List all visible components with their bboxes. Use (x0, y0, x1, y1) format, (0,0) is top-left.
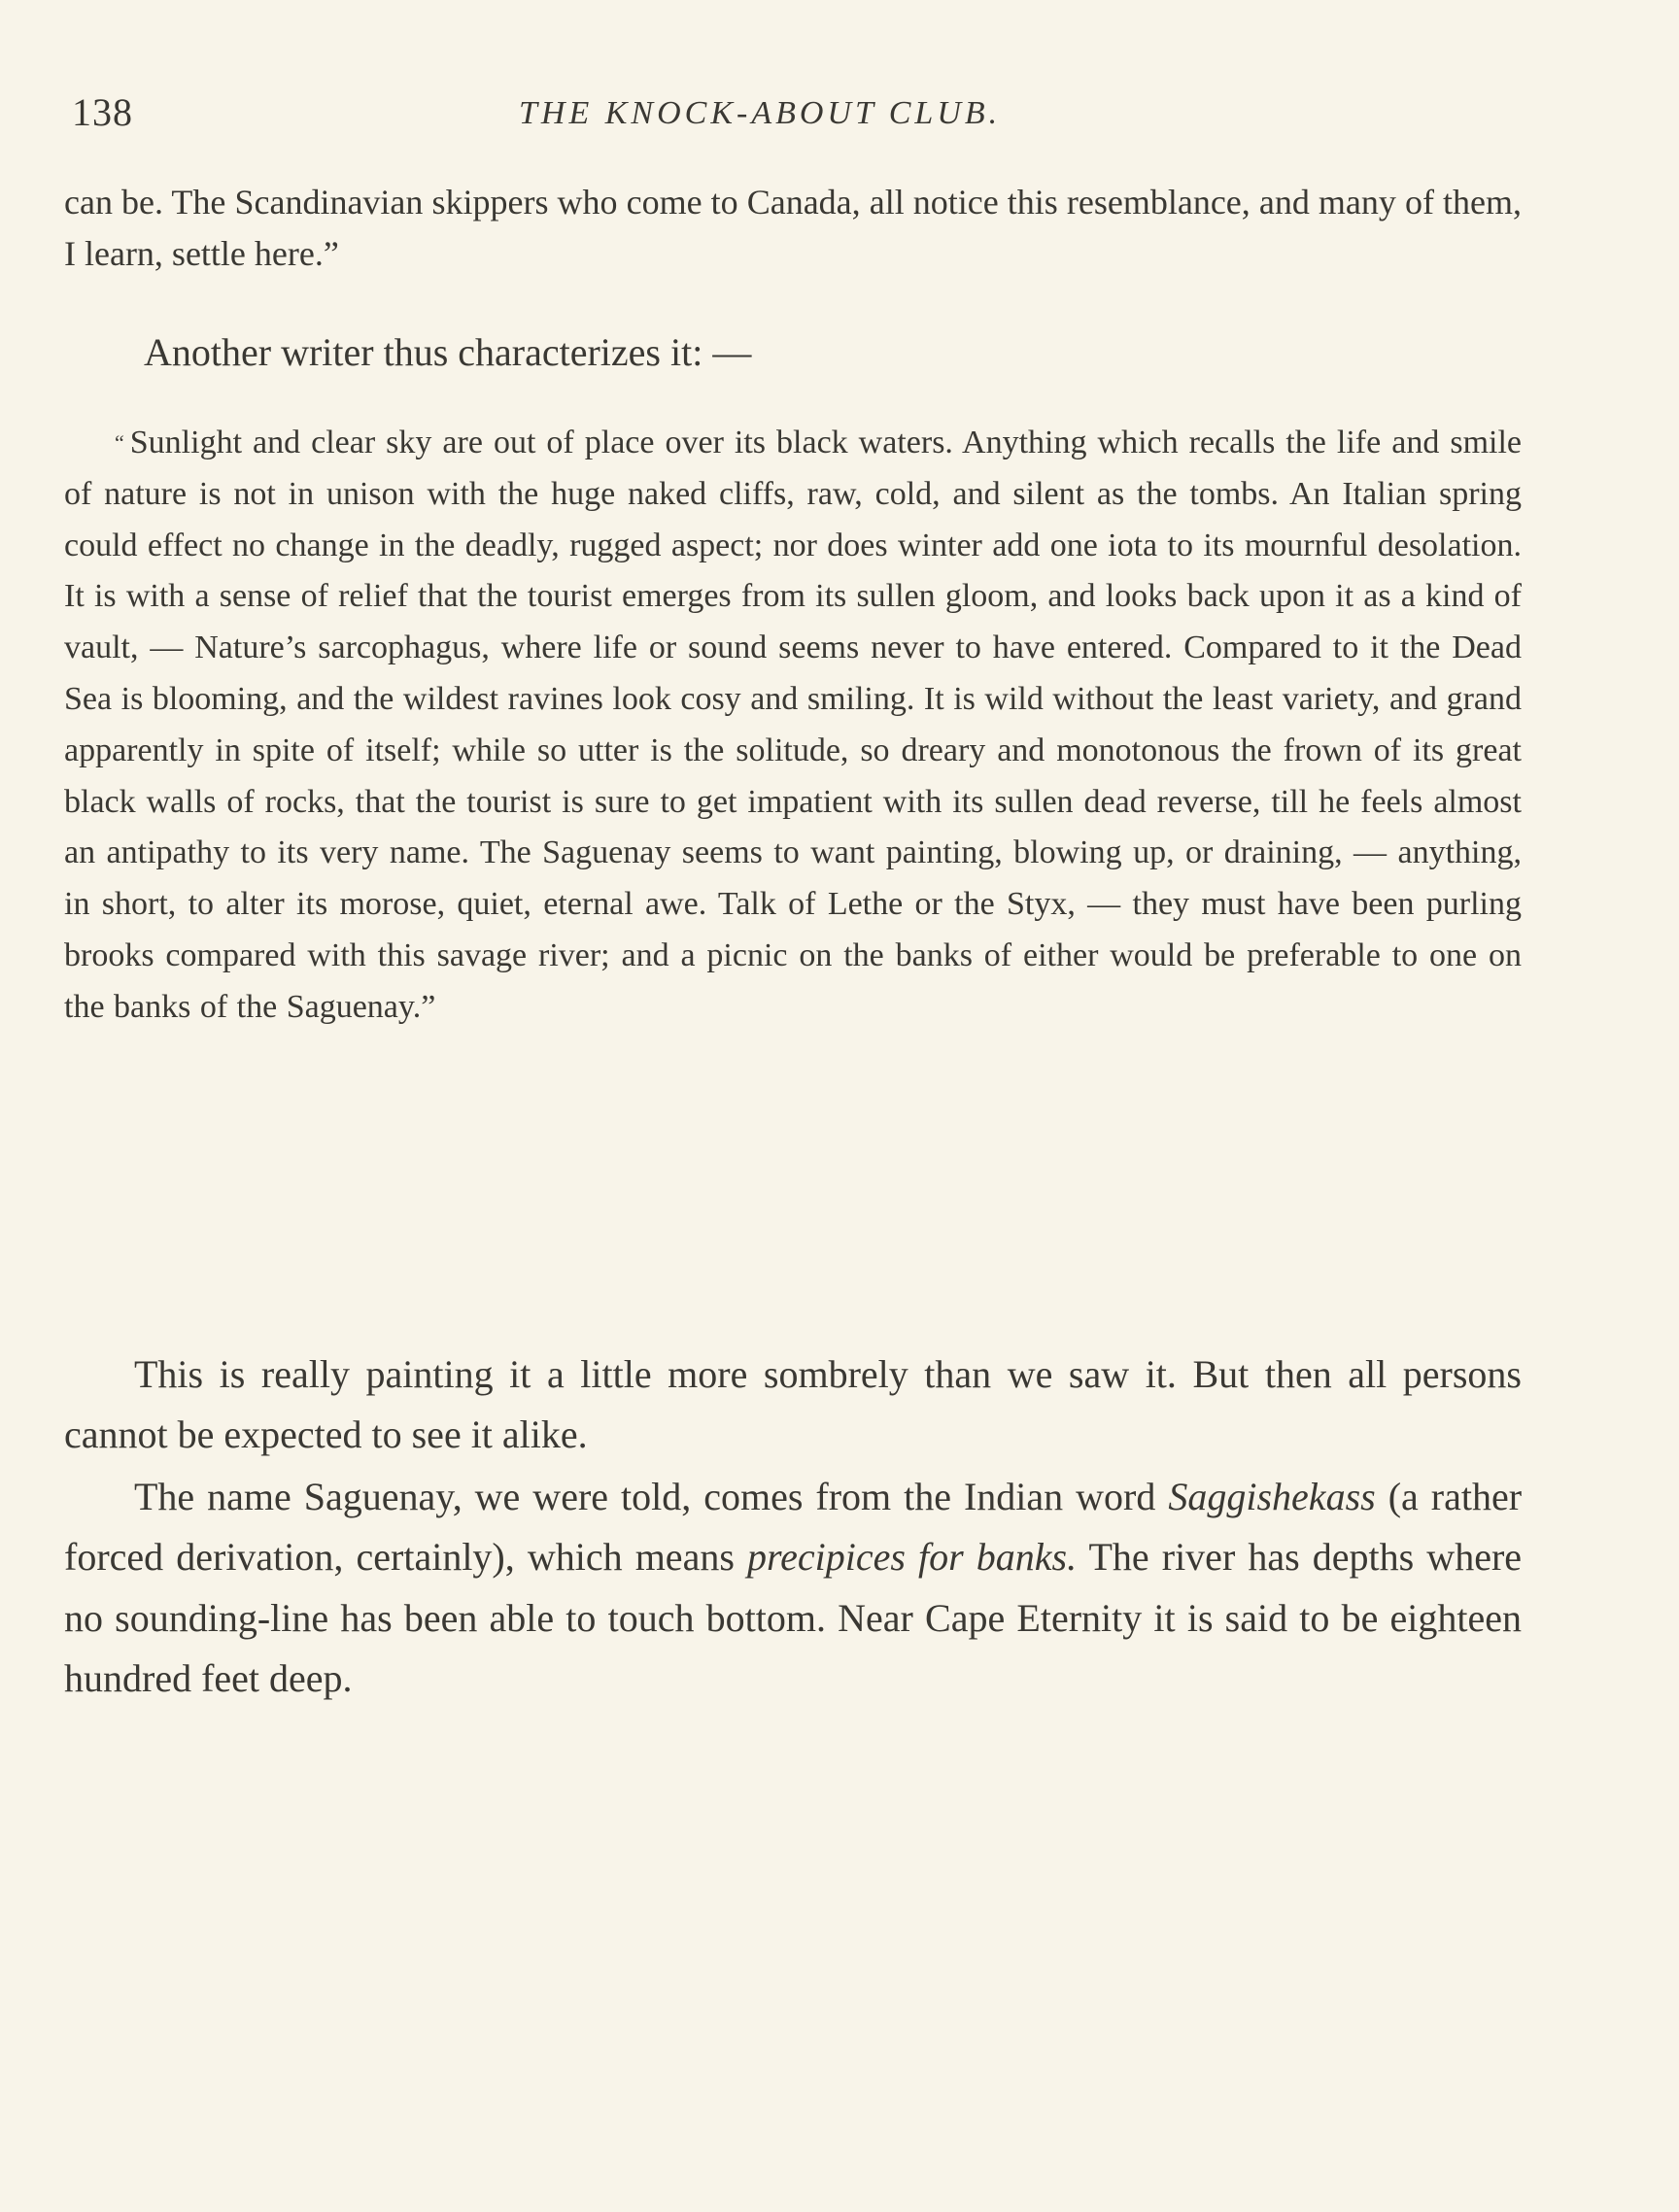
translation-phrase: precipices for banks. (747, 1535, 1078, 1580)
running-title: THE KNOCK-ABOUT CLUB. (519, 95, 1002, 131)
derivation-paragraph (64, 1467, 1522, 1710)
quoted-passage (64, 418, 1522, 1034)
comment-text: This is really painting it a little more sombrely than we saw it. But then all persons cannot be expected to see it alike. (64, 1352, 1522, 1456)
derivation-text-3: The river has depths where no sounding-line has been able to touch bottom. Near Cape Eternity it is said to be eighteen hundred feet deep. (64, 1535, 1523, 1701)
quote-text: Sunlight and clear sky are out of place over its black waters. Anything which recalls the life and smile of nature is not in unison with the huge naked cliffs, raw, cold, and silent as the tombs. An Italian spring could effect no change in the deadly, rugged aspect; nor does winter add one iota to its mournful desolation. It is with a sense of relief that the tourist emerges from its sullen gloom, and looks back upon it as a kind of vault, — Nature’s sarcophagus, where life or sound seems never to have entered. Compared to it the Dead Sea is blooming, and the wildest ravines look cosy and smiling. It is wild without the least variety, and grand apparently in spite of itself; while so utter is the solitude, so dreary and monotonous the frown of its great black walls of rocks, that the tourist is sure to get impatient with its sullen dead reverse, till he feels almost an antipathy to its very name. The Saguenay seems to want painting, blowing up, or draining, — anything, in short, to alter its morose, quiet, eternal awe. Talk of Lethe or the Styx, — they must have been purling brooks compared with this savage river; and a picnic on the banks of either would be preferable to one on the banks of the Saguenay.” (64, 425, 1522, 1025)
page-number: 138 (72, 90, 133, 134)
derivation-text-2: (a rather forced derivation, certainly), which means (64, 1475, 1523, 1580)
derivation-text-1: The name Saguenay, we were told, comes from the Indian word (134, 1475, 1156, 1518)
running-head (72, 89, 1082, 148)
intro-paragraph: Another writer thus characterizes it: — (144, 330, 752, 374)
indian-word: Saggishekass (1168, 1475, 1376, 1518)
comment-paragraph (64, 1344, 1522, 1465)
opening-quote-mark: “ (115, 430, 124, 455)
lead-paragraph: can be. The Scandinavian skippers who come to Canada, all notice this resemblance, and many of them, I learn, settle here.” (64, 183, 1522, 273)
